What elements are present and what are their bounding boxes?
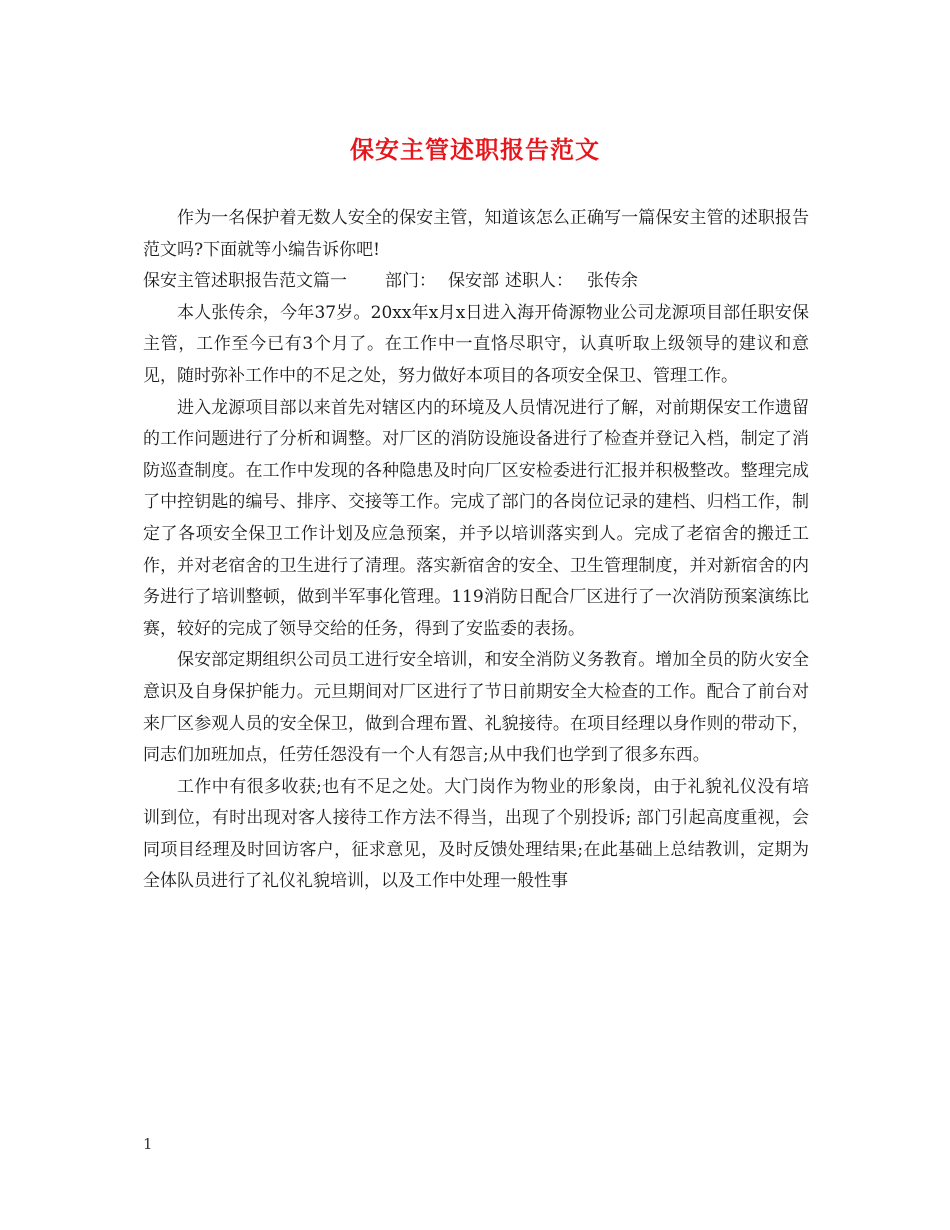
body-paragraph: 进入龙源项目部以来首先对辖区内的环境及人员情况进行了解，对前期保安工作遗留的工作问题进行了分析和调整。对厂区的消防设施设备进行了检查并登记入档，制定了消防巡查制度。在工作中发现的各种隐患及时向厂区安检委进行汇报并积极整改。整理完成了中控钥匙的编号、排序、交接等工作。完成了部门的各岗位记录的建档、归档工作，制定了各项安全保卫工作计划及应急预案，并予以培训落实到人。完成了老宿舍的搬迁工作，并对老宿舍的卫生进行了清理。落实新宿舍的安全、卫生管理制度，并对新宿舍的内务进行了培训整顿，做到半军事化管理。119消防日配合厂区进行了一次消防预案演练比赛，较好的完成了领导交给的任务，得到了安监委的表扬。 bbox=[143, 397, 809, 639]
report-header-line bbox=[143, 266, 809, 298]
page-number: 1 bbox=[143, 1135, 153, 1153]
body-paragraph: 工作中有很多收获;也有不足之处。大门岗作为物业的形象岗，由于礼貌礼仪没有培训到位，有时出现对客人接待工作方法不得当，出现了个别投诉; 部门引起高度重视，会同项目经理及时回访客户，征求意见，及时反馈处理结果;在此基础上总结教训，定期为全体队员进行了礼仪礼貌培训，以及工作中处理一般性事 bbox=[143, 776, 809, 892]
body-paragraph: 保安部定期组织公司员工进行安全培训，和安全消防义务教育。增加全员的防火安全意识及自身保护能力。元旦期间对厂区进行了节日前期安全大检查的工作。配合了前台对来厂区参观人员的安全保卫，做到合理布置、礼貌接待。在项目经理以身作则的带动下，同志们加班加点，任劳任怨没有一个人有怨言;从中我们也学到了很多东西。 bbox=[143, 650, 809, 766]
intro-paragraph: 作为一名保护着无数人安全的保安主管，知道该怎么正确写一篇保安主管的述职报告范文吗?下面就等小编告诉你吧! bbox=[143, 208, 809, 260]
body-paragraph: 本人张传余，今年37岁。20xx年x月x日进入海开倚源物业公司龙源项目部任职安保主管，工作至今已有3个月了。在工作中一直恪尽职守，认真听取上级领导的建议和意见，随时弥补工作中的不足之处，努力做好本项目的各项安全保卫、管理工作。 bbox=[143, 302, 809, 386]
document-body bbox=[143, 203, 809, 898]
page-title: 保安主管述职报告范文 bbox=[350, 135, 600, 164]
report-section-label: 保安主管述职报告范文篇一 bbox=[143, 271, 347, 292]
reporter-value: 张传余 bbox=[587, 271, 638, 292]
reporter-label: 述职人： bbox=[505, 271, 573, 292]
department-value: 保安部 bbox=[448, 271, 499, 292]
department-label: 部门： bbox=[385, 271, 436, 292]
